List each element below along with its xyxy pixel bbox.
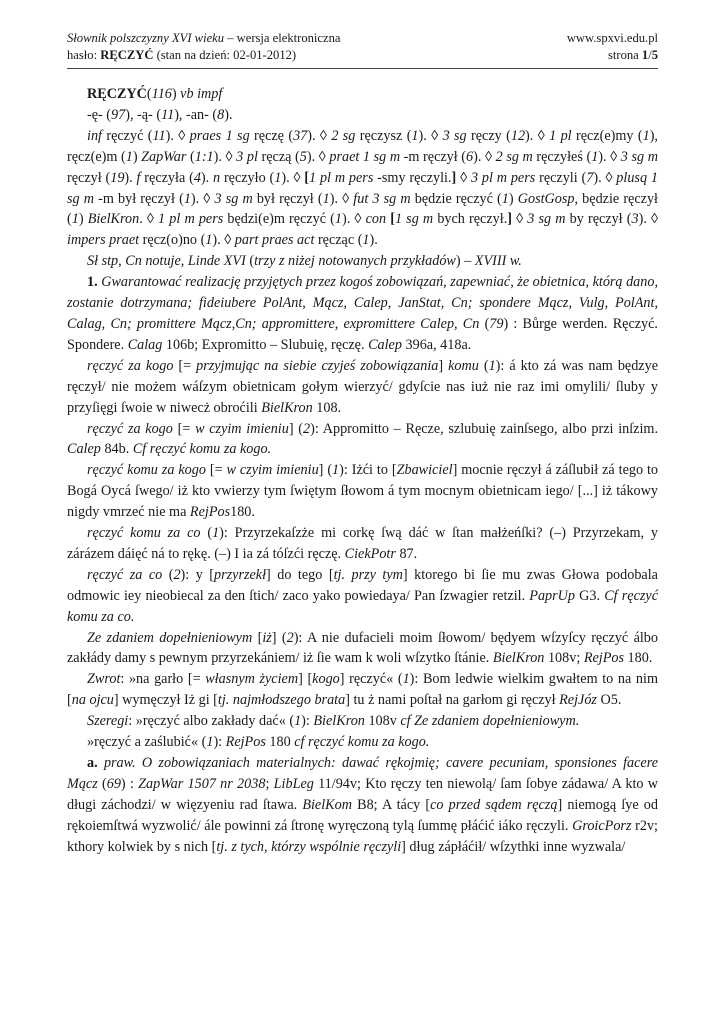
text-run: ): Przyrzekaſzże mi corkę ſwą dáć w ſtan małżeńſki? (–) Przyrzekam, y zárázem dáięć ná to rękę. (–) I ia zá tóſzći ręczę. bbox=[67, 525, 659, 562]
italic-run: iż bbox=[262, 629, 272, 646]
text-run: ) bbox=[508, 190, 518, 207]
italic-run: 2 bbox=[286, 629, 294, 646]
italic-run: 11 bbox=[152, 127, 166, 144]
text-run: ] ktorego bi ſie mu zwas Głowa podobala odmowic iey nieobiecal za den ſtich/ zaco yako powiedaya/ Pan ſzwagier retzil. bbox=[67, 566, 658, 604]
italic-run: GroicPorz bbox=[572, 817, 632, 834]
text-run: ): A nie dufacieli moim ſłowom/ będyem wſzyſcy ręczyć álbo zakłády damy s pewnym przyrzekániem/ iż ſie wam k woli wſzytko ſtánie. bbox=[67, 629, 658, 667]
text-run: 180. bbox=[624, 650, 653, 667]
italic-run: tj. z tych, którzy wspólnie ręczyli bbox=[216, 838, 402, 855]
text-run: . ◊ bbox=[139, 211, 159, 228]
italic-run: BielKron bbox=[313, 713, 365, 730]
italic-run: 1 bbox=[125, 148, 133, 165]
italic-run: 11 bbox=[161, 106, 175, 123]
text-run: ). ◊ bbox=[281, 169, 305, 186]
italic-run: Calep bbox=[67, 441, 101, 458]
italic-run: praet 1 sg m bbox=[329, 148, 401, 165]
text-run: [= bbox=[173, 357, 197, 374]
italic-run: vb impf bbox=[180, 86, 223, 102]
text-run: 108v bbox=[364, 713, 401, 730]
entry-paragraph bbox=[67, 460, 658, 523]
text-run: ). ◊ bbox=[593, 169, 617, 186]
text-run: ( bbox=[245, 253, 255, 270]
italic-run: ręczyć za kogo bbox=[87, 357, 174, 374]
italic-run: Calag bbox=[127, 336, 163, 353]
text-run: by ręczył ( bbox=[565, 211, 632, 228]
text-run: bych ręczył. bbox=[433, 211, 508, 228]
text-run: ( bbox=[146, 86, 152, 102]
italic-run: RejJóz bbox=[559, 692, 597, 709]
entry-paragraph bbox=[67, 711, 658, 732]
text-run: ] ( bbox=[271, 629, 287, 646]
italic-run: 1 bbox=[411, 127, 419, 144]
text-run: ] ( bbox=[318, 462, 333, 479]
page-separator: / bbox=[648, 48, 652, 62]
italic-run: 1 pl m pers bbox=[309, 169, 374, 186]
text-run: ): á kto zá was nam będzye ręczył/ nie możem wáſzym obietnicam gołym wierzyć/ gdyſcie nas iuż nie raz imi omylili/ ſluby y przyſięgi ſwoie w niwecż obroćili bbox=[67, 357, 658, 416]
italic-run: plusq 1 sg m bbox=[67, 169, 658, 207]
text-run: ] tu ż nami poſtał na garłom gi ręczył bbox=[345, 692, 560, 709]
italic-run: fut 3 sg m bbox=[353, 190, 411, 207]
page-total: 5 bbox=[651, 48, 658, 62]
italic-run: tj. przy tym bbox=[333, 566, 403, 583]
text-run: 396a, 418a. bbox=[401, 336, 472, 353]
italic-run: 3 sg m bbox=[620, 148, 658, 165]
italic-run: ZapWar 1507 nr 2038 bbox=[138, 775, 266, 792]
text-run: ), ręcz(e)m ( bbox=[67, 127, 658, 165]
text-run: ręcząc ( bbox=[314, 232, 363, 249]
italic-run: 3 sg bbox=[442, 127, 467, 144]
entry-paragraph bbox=[67, 105, 658, 126]
italic-run: 6 bbox=[466, 148, 474, 165]
entry-paragraph bbox=[67, 251, 658, 272]
text-run: ) – bbox=[455, 253, 475, 270]
text-run: ). ◊ bbox=[525, 127, 550, 144]
italic-run: RejPos bbox=[189, 504, 231, 521]
text-run: ). ◊ bbox=[212, 232, 235, 249]
page-current: 1 bbox=[641, 48, 649, 62]
italic-run: 1 bbox=[334, 211, 343, 228]
text-run: G3. bbox=[575, 587, 605, 604]
italic-run: Szeregi bbox=[87, 713, 129, 730]
text-run: ). ◊ bbox=[307, 127, 332, 144]
text-run: ) : Bůrge werden. Ręczyć. Spondere. bbox=[67, 315, 658, 353]
text-run: ręczysz ( bbox=[355, 127, 412, 144]
bold-run: [ bbox=[390, 211, 395, 228]
italic-run: cf ręczyć komu za kogo. bbox=[294, 734, 430, 751]
text-run: ) bbox=[78, 211, 88, 228]
text-run: ( bbox=[186, 148, 195, 165]
entry-paragraph bbox=[67, 565, 658, 628]
text-run: ). ◊ bbox=[190, 190, 215, 207]
version-text: – wersja elektroniczna bbox=[224, 31, 341, 45]
text-run: będzi(e)m ręczyć ( bbox=[223, 211, 335, 228]
text-run: ( bbox=[162, 566, 174, 583]
italic-run: 5 bbox=[299, 148, 307, 165]
text-run: ): bbox=[301, 713, 314, 730]
entry-paragraph bbox=[67, 126, 658, 251]
text-run: 180. bbox=[230, 504, 255, 521]
text-run: -smy ręczyli. bbox=[373, 169, 452, 186]
italic-run: 1 bbox=[642, 127, 650, 144]
italic-run: 1 bbox=[294, 713, 302, 730]
bold-run: ] bbox=[451, 169, 457, 186]
header-row-1 bbox=[67, 30, 658, 47]
italic-run: tj. najmłodszego brata bbox=[217, 692, 346, 709]
italic-run: 1 bbox=[488, 357, 496, 374]
header-row-2 bbox=[67, 47, 658, 64]
italic-run: 3 pl bbox=[236, 148, 258, 165]
italic-run: 116 bbox=[151, 86, 172, 102]
italic-run: 1 bbox=[322, 190, 330, 207]
text-run: ] [ bbox=[298, 671, 313, 688]
italic-run: n bbox=[213, 169, 221, 186]
italic-run: na ojcu bbox=[71, 692, 114, 709]
text-run: ). bbox=[369, 232, 378, 249]
italic-run: własnym życiem bbox=[205, 671, 299, 688]
text-run: 180 bbox=[265, 734, 295, 751]
italic-run: 12 bbox=[510, 127, 526, 144]
italic-run: Calep bbox=[368, 336, 402, 353]
page-header bbox=[67, 30, 658, 64]
website-link[interactable]: www.spxvi.edu.pl bbox=[566, 31, 658, 45]
text-run: : »na garło [= bbox=[120, 671, 206, 688]
italic-run: 1 bbox=[71, 211, 79, 228]
text-run: ). ◊ bbox=[638, 211, 659, 228]
italic-run: 1 bbox=[591, 148, 599, 165]
italic-run: RejPos bbox=[225, 734, 266, 751]
italic-run: Sł stp, Cn notuje, Linde XVI bbox=[87, 253, 246, 270]
text-run: [= bbox=[205, 462, 227, 479]
italic-run: BielKron bbox=[261, 399, 313, 416]
italic-run: 1 pl m pers bbox=[158, 211, 224, 228]
italic-run: 79 bbox=[489, 315, 504, 332]
italic-run: co przed sądem ręczą bbox=[430, 796, 558, 813]
bold-run: a. bbox=[87, 755, 98, 771]
text-run: ). ◊ bbox=[165, 127, 190, 144]
text-run: ręczyło ( bbox=[220, 169, 275, 186]
italic-run: praw. O zobowiązaniach materialnych: dawać rękojmię; cavere pecuniam, sponsiones facere Mącz bbox=[67, 755, 658, 792]
italic-run: 1 bbox=[212, 525, 220, 542]
italic-run: 2 sg m bbox=[495, 148, 533, 165]
text-run: był ręczył ( bbox=[252, 190, 323, 207]
bold-run: 1. bbox=[87, 274, 98, 291]
text-run: ): Bom ledwie wielkim gwałtem to na nim [ bbox=[67, 671, 658, 709]
text-run: ). bbox=[200, 169, 214, 186]
text-run: ): bbox=[213, 734, 226, 751]
entry-content bbox=[67, 84, 658, 858]
italic-run: Gwarantować realizację przyjętych przez kogoś zobowiązań, zapewniać, że obietnica, którą dano, zostanie dotrzymana; fideiubere PolAnt, Mącz, Calep, JanStat, Cn; spondere Mącz, Vulg, PolAnt, Calag, Cn; promittere Mącz,Cn; appromittere, expromittere Calep, Cn bbox=[67, 274, 659, 332]
italic-run: Zwrot bbox=[87, 671, 121, 688]
text-run: ). ◊ bbox=[306, 148, 330, 165]
bold-run: RĘCZYĆ bbox=[87, 86, 147, 102]
text-run: ( bbox=[478, 357, 489, 374]
text-run: ręczyła ( bbox=[140, 169, 194, 186]
italic-run: ręczyć komu za kogo bbox=[87, 462, 206, 479]
text-run: ). ◊ bbox=[473, 148, 496, 165]
italic-run: 1:1 bbox=[194, 148, 214, 165]
text-run: ). bbox=[224, 106, 233, 123]
header-divider bbox=[67, 68, 658, 69]
italic-run: 1 bbox=[206, 734, 214, 751]
italic-run: 1 bbox=[205, 232, 213, 249]
italic-run: 97 bbox=[111, 106, 126, 123]
text-run: -m był ręczył ( bbox=[94, 190, 184, 207]
text-run: ręczę ( bbox=[249, 127, 294, 144]
italic-run: PaprUp bbox=[529, 587, 576, 604]
text-run: -ę- ( bbox=[87, 106, 112, 123]
italic-run: cf Ze zdaniem dopełnieniowym. bbox=[400, 713, 580, 730]
italic-run: BielKron bbox=[87, 211, 140, 228]
text-run: ręczy ( bbox=[466, 127, 511, 144]
italic-run: 4 bbox=[193, 169, 201, 186]
text-run: ręczyłeś ( bbox=[532, 148, 592, 165]
italic-run: 1 bbox=[501, 190, 509, 207]
text-run: 106b; Expromitto – Slubuię, ręczę. bbox=[162, 336, 369, 353]
italic-run: 1 bbox=[183, 190, 191, 207]
italic-run: 1 bbox=[274, 169, 282, 186]
text-run: ręcz(o)no ( bbox=[139, 232, 206, 249]
text-run: ): y [ bbox=[180, 566, 215, 583]
page-label: strona bbox=[607, 48, 642, 62]
italic-run: 2 sg bbox=[331, 127, 356, 144]
text-run: ). ◊ bbox=[598, 148, 621, 165]
italic-run: part praes act bbox=[234, 232, 315, 249]
italic-run: w czyim imieniu bbox=[226, 462, 319, 479]
entry-paragraph bbox=[67, 669, 658, 711]
entry-info bbox=[67, 47, 296, 64]
bold-run: ] bbox=[507, 211, 512, 228]
text-run: ): Iżći to [ bbox=[339, 462, 397, 479]
text-run: : »ręczyć albo zakłady dać« ( bbox=[128, 713, 295, 730]
text-run: 11/94v; Kto ręczy ten niewolą/ ſam ſobye zádawa/ A kto w długi záchodzi/ w więzyeniu rad ſtawa. bbox=[67, 775, 658, 813]
italic-run: 1 bbox=[362, 232, 370, 249]
italic-run: 1 bbox=[332, 462, 340, 479]
italic-run: 3 pl m pers bbox=[470, 169, 536, 186]
dictionary-name: Słownik polszczyzny XVI wieku bbox=[67, 31, 225, 45]
text-run: ( bbox=[200, 525, 213, 542]
entry-paragraph bbox=[67, 84, 658, 105]
entry-paragraph bbox=[67, 732, 658, 753]
text-run: ; bbox=[265, 775, 274, 792]
entry-headword: RĘCZYĆ bbox=[100, 48, 154, 62]
text-run: [= bbox=[172, 420, 196, 437]
page-indicator bbox=[608, 47, 658, 64]
text-run: ). ◊ bbox=[213, 148, 237, 165]
text-run: ( bbox=[479, 315, 490, 332]
dictionary-title bbox=[67, 30, 340, 47]
haslo-label: hasło: bbox=[67, 48, 101, 62]
text-run: 84b. bbox=[100, 441, 133, 458]
text-run: ] dług zápłáćił/ wſzythki inne wyzwala/ bbox=[401, 838, 626, 855]
text-run: ◊ bbox=[511, 211, 528, 228]
italic-run: impers praet bbox=[67, 232, 140, 249]
italic-run: przyrzekł bbox=[214, 566, 267, 583]
italic-run: 8 bbox=[217, 106, 225, 123]
text-run: ręczą ( bbox=[257, 148, 300, 165]
italic-run: w czyim imieniu bbox=[195, 420, 289, 437]
italic-run: 37 bbox=[293, 127, 308, 144]
italic-run: BielKom bbox=[302, 796, 352, 813]
italic-run: 19 bbox=[110, 169, 125, 186]
text-run: ) bbox=[171, 86, 181, 102]
text-run: ] ręczyć« ( bbox=[339, 671, 403, 688]
text-run: ] niemogą ſye od rękoiemſtwá wyzwolić/ ále powinni zá ſtronę wyręczoną tylą ſummę płáćić iáko ręczyli. bbox=[67, 796, 658, 834]
text-run: ) bbox=[132, 148, 142, 165]
italic-run: przyjmując na siebie czyjeś zobowiązania bbox=[196, 357, 439, 374]
text-run: ręczył ( bbox=[67, 169, 111, 186]
text-run: B8; A tácy [ bbox=[351, 796, 431, 813]
italic-run: ręczyć komu za co bbox=[87, 525, 201, 542]
italic-run: ręczyć za co bbox=[87, 566, 163, 583]
bold-run: [ bbox=[304, 169, 310, 186]
text-run: »ręczyć a zaślubić« ( bbox=[87, 734, 207, 751]
entry-paragraph bbox=[67, 628, 658, 670]
italic-run: komu bbox=[448, 357, 479, 374]
italic-run: XVIII w. bbox=[474, 253, 522, 270]
italic-run: CiekPotr bbox=[344, 545, 396, 562]
text-run: ). ◊ bbox=[329, 190, 354, 207]
entry-paragraph bbox=[67, 523, 658, 565]
italic-run: 3 sg m bbox=[214, 190, 253, 207]
text-run: ◊ bbox=[456, 169, 471, 186]
status-date: (stan na dzień: 02-01-2012) bbox=[153, 48, 297, 62]
text-run: , będzie ręczył ( bbox=[67, 190, 658, 228]
italic-run: 7 bbox=[586, 169, 594, 186]
italic-run: f bbox=[136, 169, 141, 186]
text-run: 108v; bbox=[544, 650, 584, 667]
italic-run: LibLeg bbox=[273, 775, 314, 792]
text-run: r2v; kthory kolwiek by s nich [ bbox=[67, 817, 658, 855]
text-run: ( bbox=[97, 775, 107, 792]
entry-paragraph bbox=[67, 356, 658, 419]
italic-run: GostGosp bbox=[517, 190, 575, 207]
italic-run: trzy z niżej notowanych przykładów bbox=[254, 253, 456, 270]
text-run: ), -an- ( bbox=[174, 106, 218, 123]
italic-run: 1 pl bbox=[549, 127, 572, 144]
italic-run: Zbawiciel bbox=[396, 462, 453, 479]
text-run: O5. bbox=[596, 692, 622, 709]
text-run: ] ( bbox=[288, 420, 304, 437]
text-run: ). bbox=[124, 169, 137, 186]
text-run: ] do tego [ bbox=[266, 566, 334, 583]
text-run: ręcz(e)my ( bbox=[571, 127, 643, 144]
entry-paragraph bbox=[67, 753, 658, 858]
text-run: -m ręczył ( bbox=[400, 148, 467, 165]
italic-run: ZapWar bbox=[141, 148, 187, 165]
text-run: będzie ręczyć ( bbox=[410, 190, 502, 207]
text-run: ). ◊ bbox=[342, 211, 366, 228]
text-run: [ bbox=[252, 629, 263, 646]
text-run: ), -ą- ( bbox=[125, 106, 162, 123]
italic-run: kogo bbox=[312, 671, 340, 688]
entry-paragraph bbox=[67, 272, 658, 356]
italic-run: 1 sg m bbox=[394, 211, 434, 228]
entry-paragraph bbox=[67, 419, 658, 461]
italic-run: 3 sg m bbox=[527, 211, 566, 228]
italic-run: praes 1 sg bbox=[189, 127, 250, 144]
italic-run: Cf ręczyć komu za kogo. bbox=[132, 441, 272, 458]
italic-run: 2 bbox=[303, 420, 311, 437]
italic-run: ręczyć za kogo bbox=[87, 420, 173, 437]
text-run: ręczyć ( bbox=[101, 127, 153, 144]
italic-run: 2 bbox=[173, 566, 181, 583]
text-run: ] mocnie ręczył á záſlubił zá tego to Bogá Oycá ſwego/ iż kto vwierzy tym ſwiętym ſłowom á tym mocnym obietnicam iego/ [...] iż tákowy nigdy vmrzeć nie ma bbox=[67, 462, 659, 521]
text-run: ręczyli ( bbox=[535, 169, 587, 186]
text-run: ] bbox=[438, 357, 449, 374]
italic-run: Ze zdaniem dopełnieniowym bbox=[87, 629, 253, 646]
italic-run: inf bbox=[87, 127, 102, 144]
text-run: ] wymęczył Iż gi [ bbox=[113, 692, 218, 709]
italic-run: 3 bbox=[631, 211, 639, 228]
italic-run: Cf ręczyć komu za co. bbox=[67, 587, 659, 625]
italic-run: RejPos bbox=[583, 650, 624, 667]
text-run: ): Appromitto – Ręcze, szlubuię zainſsego, albo przi inſzim. bbox=[310, 420, 658, 437]
text-run: 87. bbox=[395, 545, 418, 562]
text-run: ) : bbox=[120, 775, 139, 792]
italic-run: 1 bbox=[402, 671, 410, 688]
text-run: 108. bbox=[312, 399, 342, 416]
italic-run: BielKron bbox=[492, 650, 545, 667]
text-run: ). ◊ bbox=[418, 127, 443, 144]
italic-run: con bbox=[365, 211, 387, 228]
italic-run: 69 bbox=[106, 775, 121, 792]
